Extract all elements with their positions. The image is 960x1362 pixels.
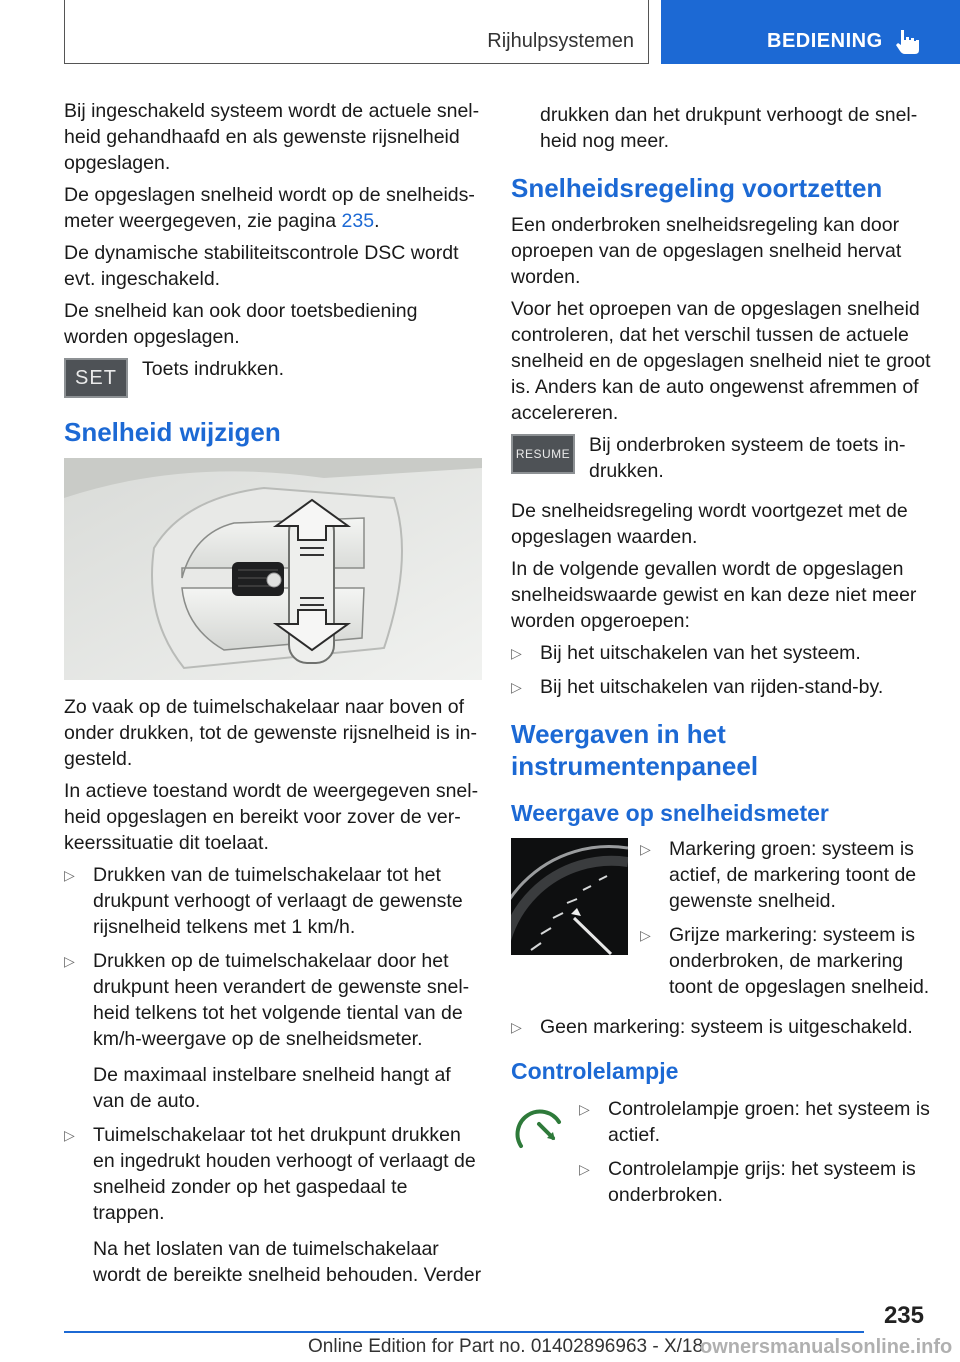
steering-wheel-rocker-switch-image [64,458,482,680]
header-chapter-box [64,0,649,64]
hand-pointer-icon [893,26,923,56]
bullet-triangle-icon: ▷ [511,1019,522,1035]
list-item-note: De maximaal instelbare snelheid hangt af van de auto. [93,1064,451,1112]
footer-divider [64,1331,864,1333]
footer-edition: Online Edition for Part no. 01402896963 - X/18 [308,1336,704,1357]
paragraph: Voor het oproepen van de opgeslagen snelheid controleren, dat het verschil tussen de actuele snelheid en de opgeslagen snelheid niet te groot is. Anders kan de auto ongewenst afremmen of accelereren. [511,298,931,424]
bullet-triangle-icon: ▷ [64,867,75,883]
section-heading: Snelheidsregeling voortzetten [511,173,883,203]
paragraph: In de volgende gevallen wordt de opgeslagen snelheidswaarde gewist en kan deze niet meer worden opgeroepen: [511,558,917,632]
set-key-icon: SET [64,358,128,398]
paragraph-end: . [374,210,380,232]
continued-text: drukken dan het drukpunt verhoogt de snelheid nog meer. [540,104,918,152]
list-item-text: Markering groen: systeem is actief, de markering toont de gewenste snelheid. [669,838,917,912]
bullet-list [511,1014,931,1040]
subsection-heading: Controlelampje [511,1058,679,1084]
list-item-text: Grijze markering: systeem is onderbroken, de markering toont de opgeslagen snelheid. [669,924,930,998]
section-heading: Weergaven in het instrumentenpaneel [511,719,759,781]
bullet-triangle-icon: ▷ [579,1161,590,1177]
watermark: ownersmanualsonline.info [700,1336,953,1358]
set-key-text: Toets indrukken. [142,358,284,380]
resume-key-text: Bij onderbroken systeem de toets indrukken. [589,434,906,482]
list-item [511,674,931,700]
list-item [64,1122,482,1288]
list-item-text: Drukken op de tuimelschakelaar door het drukpunt heen verandert de gewenste snelheid telkens tot het volgende tiental van de km/h-weergave op de snelheidsmeter. [93,950,470,1050]
indicator-lamp-row [511,1094,931,1216]
bullet-list [579,1094,931,1216]
list-item [511,640,931,666]
paragraph: Een onderbroken snelheidsregeling kan door oproepen van de opgeslagen snelheid hervat worden. [511,214,902,288]
chapter-title: Rijhulpsystemen [487,30,634,52]
bullet-triangle-icon: ▷ [64,1127,75,1143]
list-item-text: Bij het uitschakelen van rijden-stand-by. [540,676,884,698]
bullet-triangle-icon: ▷ [640,927,651,943]
set-key-row [64,356,482,398]
paragraph: Zo vaak op de tuimelschakelaar naar boven of onder drukken, tot de gewenste rijsnelheid is ingesteld. [64,696,477,770]
right-column [511,102,931,1216]
resume-key-icon: RESUME [511,434,575,474]
list-item [511,1014,931,1040]
bullet-triangle-icon: ▷ [511,645,522,661]
list-item-text: Tuimelschakelaar tot het drukpunt drukken en ingedrukt houden verhoogt of verlaagt de snelheid zonder op het gaspedaal te trappen. [93,1124,476,1224]
bullet-list [640,836,931,1008]
bullet-triangle-icon: ▷ [579,1101,590,1117]
page-number: 235 [883,1302,924,1329]
page-link[interactable]: 235 [341,210,375,232]
paragraph: De snelheidsregeling wordt voortgezet met de opgeslagen waarden. [511,500,908,548]
list-item [640,836,931,914]
section-title: BEDIENING [767,30,883,52]
paragraph: In actieve toestand wordt de weergegeven snelheid opgeslagen en bereikt voor zover de verkeerssituatie dit toelaat. [64,780,479,854]
resume-key-row [511,432,931,484]
list-item [64,948,482,1114]
speedometer-marker-icon [511,838,628,955]
list-item-text: Controlelampje grijs: het systeem is onderbroken. [608,1158,916,1206]
list-item [64,862,482,940]
bullet-list [511,640,931,700]
left-column [64,98,482,1296]
bullet-triangle-icon: ▷ [64,953,75,969]
section-heading: Snelheid wijzigen [64,417,281,447]
paragraph: De snelheid kan ook door toetsbediening worden opgeslagen. [64,300,418,348]
list-item-text: Controlelampje groen: het systeem is actief. [608,1098,930,1146]
bullet-triangle-icon: ▷ [640,841,651,857]
speedometer-row [511,836,931,1008]
list-item-text: Drukken van de tuimelschakelaar tot het drukpunt verhoogt of verlaagt de gewenste rijsnelheid telkens met 1 km/h. [93,864,463,938]
list-item-note: Na het loslaten van de tuimelschakelaar wordt de bereikte snelheid behouden. Verder [93,1238,482,1286]
list-item-text: Geen markering: systeem is uitgeschakeld. [540,1016,913,1038]
paragraph: Bij ingeschakeld systeem wordt de actuele snelheid gehandhaafd en als gewenste rijsnelheid opgeslagen. [64,100,480,174]
paragraph-text: De opgeslagen snelheid wordt op de snelheidsmeter weergegeven, zie pagina [64,184,475,232]
bullet-list [64,862,482,1288]
paragraph-with-link [64,182,482,234]
list-item-text: Bij het uitschakelen van het systeem. [540,642,861,664]
cruise-control-indicator-icon [511,1100,571,1160]
bullet-triangle-icon: ▷ [511,679,522,695]
list-item [579,1096,931,1148]
header-section-box [661,0,960,64]
list-item [579,1156,931,1208]
list-item [640,922,931,1000]
subsection-heading: Weergave op snelheidsmeter [511,800,829,826]
paragraph: De dynamische stabiliteitscontrole DSC wordt evt. ingeschakeld. [64,242,459,290]
